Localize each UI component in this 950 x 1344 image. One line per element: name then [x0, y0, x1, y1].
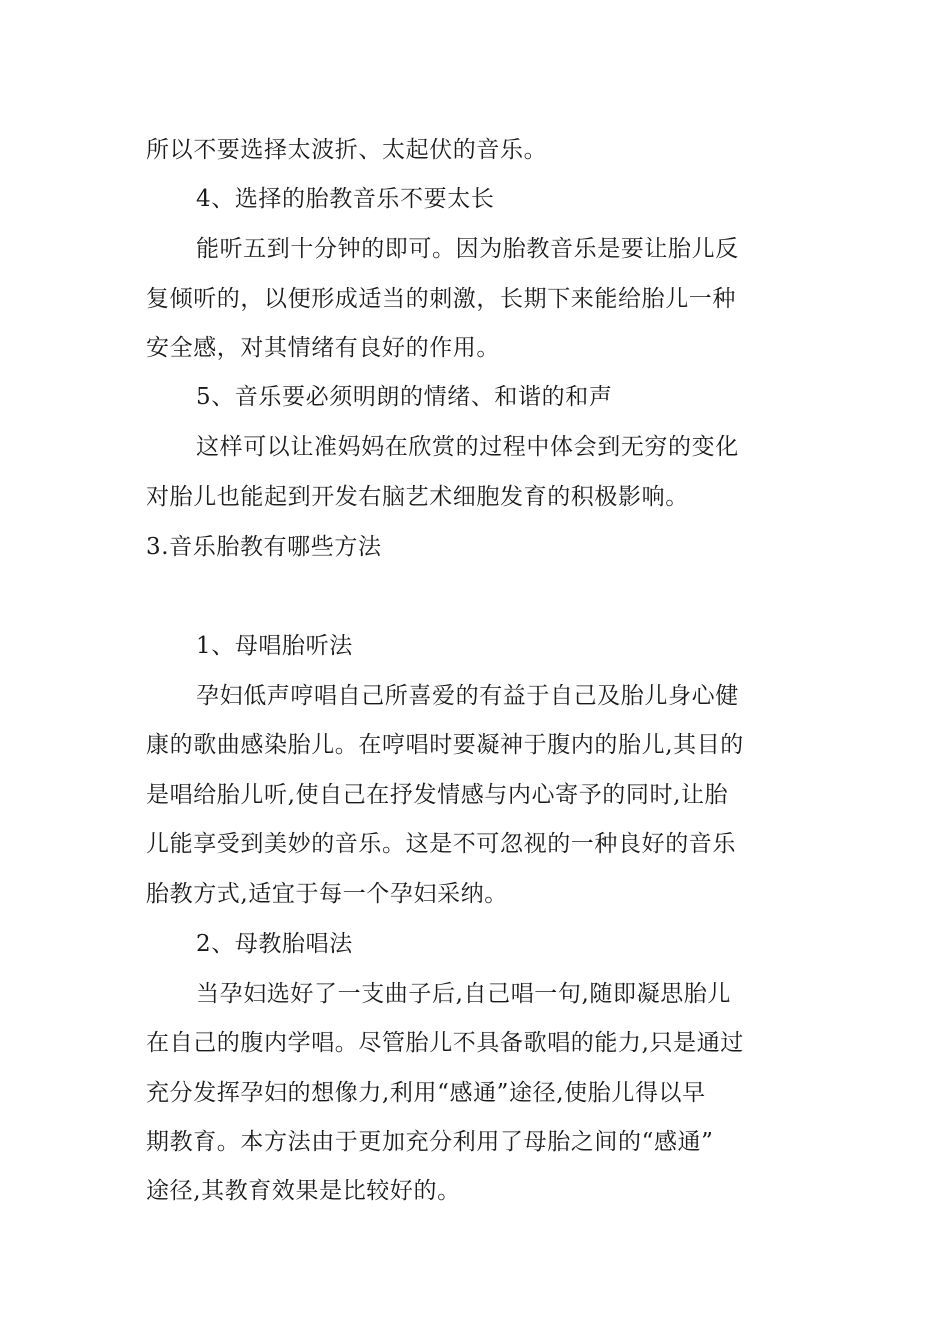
paragraph-line: 康的歌曲感染胎儿。在哼唱时要凝神于腹内的胎儿,其目的 [146, 732, 744, 758]
list-heading-2: 2、母教胎唱法 [196, 931, 353, 957]
paragraph-line: 充分发挥孕妇的想像力,利用“感通”途径,使胎儿得以早 [146, 1080, 706, 1106]
list-heading-4: 4、选择的胎教音乐不要太长 [196, 186, 495, 212]
paragraph-line: 复倾听的，以便形成适当的刺激，长期下来能给胎儿一种 [146, 286, 736, 312]
paragraph-line: 期教育。本方法由于更加充分利用了母胎之间的“感通” [146, 1129, 714, 1155]
paragraph-line: 途径,其教育效果是比较好的。 [146, 1178, 461, 1204]
paragraph-line: 当孕妇选好了一支曲子后,自己唱一句,随即凝思胎儿 [196, 981, 732, 1007]
paragraph-line: 这样可以让准妈妈在欣赏的过程中体会到无穷的变化 [196, 434, 739, 460]
paragraph-line: 胎教方式,适宜于每一个孕妇采纳。 [146, 881, 508, 907]
section-heading: 3.音乐胎教有哪些方法 [146, 534, 382, 560]
paragraph-line: 是唱给胎儿听,使自己在抒发情感与内心寄予的同时,让胎 [146, 782, 729, 808]
paragraph-line: 能听五到十分钟的即可。因为胎教音乐是要让胎儿反 [196, 236, 739, 262]
list-heading-5: 5、音乐要必须明朗的情绪、和谐的和声 [196, 384, 613, 410]
list-heading-1: 1、母唱胎听法 [196, 633, 353, 659]
paragraph-line: 在自己的腹内学唱。尽管胎儿不具备歌唱的能力,只是通过 [146, 1030, 744, 1056]
paragraph-line: 安全感，对其情绪有良好的作用。 [146, 335, 500, 361]
paragraph-line: 孕妇低声哼唱自己所喜爱的有益于自己及胎儿身心健 [196, 683, 739, 709]
paragraph-line: 儿能享受到美妙的音乐。这是不可忽视的一种良好的音乐 [146, 831, 736, 857]
paragraph-line: 所以不要选择太波折、太起伏的音乐。 [146, 137, 548, 163]
paragraph-line: 对胎儿也能起到开发右脑艺术细胞发育的积极影响。 [146, 484, 689, 510]
